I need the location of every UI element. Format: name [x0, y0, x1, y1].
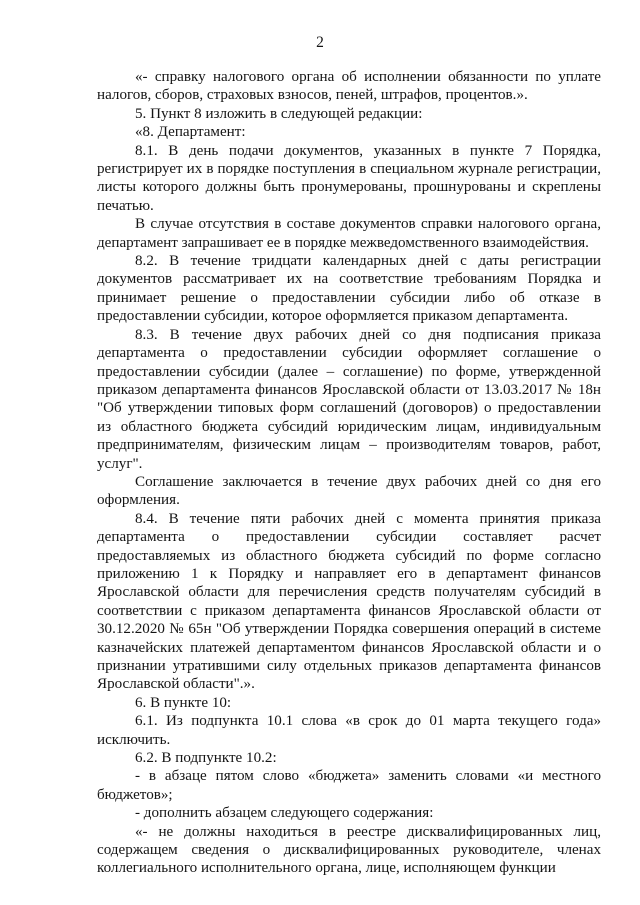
- paragraph-missing-certificate: В случае отсутствия в составе документов справки налогового органа, департамент запрашивает ее в порядке межведомственного взаимодействия.: [97, 216, 601, 251]
- document-body: [97, 68, 601, 878]
- paragraph-tax-certificate: «- справку налогового органа об исполнении обязанности по уплате налогов, сборов, страховых взносов, пеней, штрафов, процентов.».: [97, 69, 601, 104]
- paragraph-agreement: Соглашение заключается в течение двух рабочих дней со дня его оформления.: [97, 473, 601, 509]
- paragraph-item-8-2: 8.2. В течение тридцати календарных дней с даты регистрации документов рассматривает их на соответствие требованиям Порядка и принимает решение о предоставлении субсидии либо об отказе в предоставлении субсидии, которое оформляется приказом департамента.: [97, 253, 601, 325]
- paragraph-item-5: 5. Пункт 8 изложить в следующей редакции:: [135, 105, 423, 122]
- paragraph-disqualified-registry: «- не должны находиться в реестре дисквалифицированных лиц, содержащем сведения о дисквалифицированных руководителе, членах коллегиального исполнительного органа, лице, исполняющем функции: [97, 823, 601, 877]
- paragraph-item-8-heading: «8. Департамент:: [135, 124, 246, 141]
- paragraph-item-6-2: 6.2. В подпункте 10.2:: [135, 750, 277, 767]
- page-number: 2: [316, 34, 324, 51]
- paragraph-add-abzac: - дополнить абзацем следующего содержания:: [135, 805, 434, 822]
- paragraph-item-6: 6. В пункте 10:: [135, 694, 232, 711]
- paragraph-item-8-1: 8.1. В день подачи документов, указанных в пункте 7 Порядка, регистрирует их в порядке поступления в специальном журнале регистрации, листы которого должны быть пронумерованы, прошнурованы и скреплены печатью.: [97, 142, 601, 214]
- paragraph-item-6-1: 6.1. Из подпункта 10.1 слова «в срок до 01 марта текущего года» исключить.: [97, 713, 601, 748]
- paragraph-item-8-4: 8.4. В течение пяти рабочих дней с момента принятия приказа департамента о предоставлении субсидии составляет расчет предоставляемых из областного бюджета субсидий по форме согласно приложению 1 к Порядку и направляет его в департамент финансов Ярославской области для перечисления средств получателям субсидий в соответствии с приказом департамента финансов Ярославской области от 30.12.2020 № 65н "Об утверждении Порядка совершения операций в системе казначейских платежей департаментом финансов Ярославской области и о признании утратившими силу отдельных приказов департамента финансов Ярославской области".».: [97, 510, 601, 693]
- paragraph-item-8-3: 8.3. В течение двух рабочих дней со дня подписания приказа департамента о предоставлении субсидии оформляет соглашение о предоставлении субсидии (далее – соглашение) по форме, утвержденной приказом департамента финансов Ярославской области от 13.03.2017 № 18н "Об утверждении типовых форм соглашений (договоров) о предоставлении из областного бюджета субсидий юридическим лицам, индивидуальным предпринимателям, физическим лицам – производителям товаров, работ, услуг".: [97, 326, 601, 472]
- paragraph-abzac-5: - в абзаце пятом слово «бюджета» заменить словами «и местного бюджетов»;: [97, 768, 601, 803]
